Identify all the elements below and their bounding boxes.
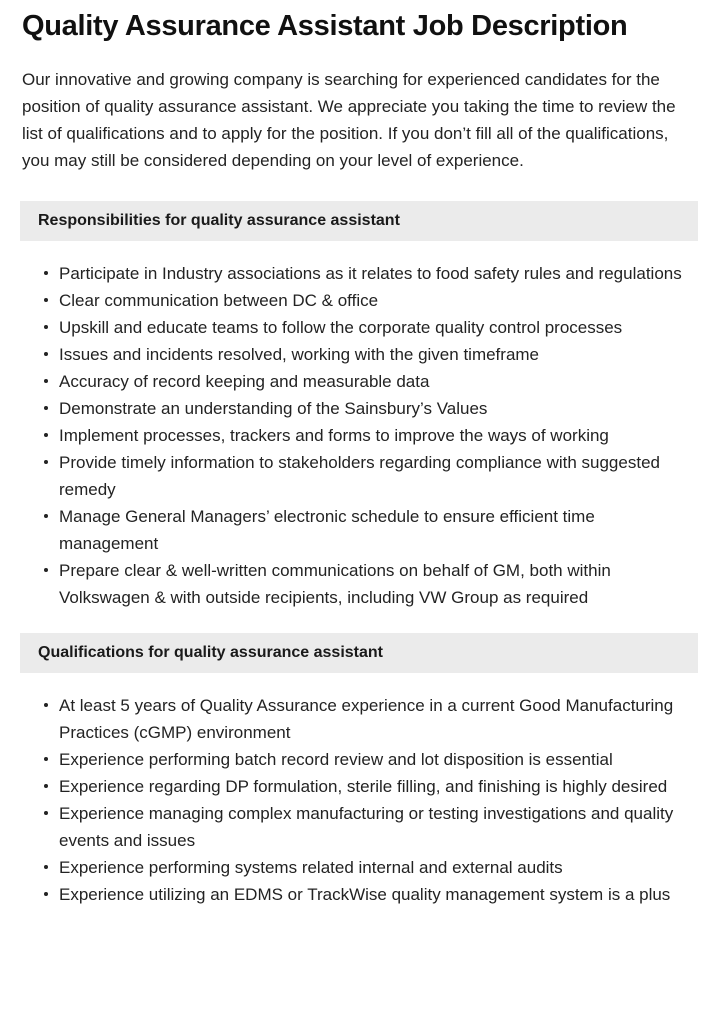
spacer [0, 241, 720, 260]
list-item [0, 341, 698, 368]
list-item-text: Experience performing systems related internal and external audits [59, 858, 563, 877]
list-item [0, 287, 698, 314]
bullet-icon [44, 892, 48, 896]
bullet-icon [44, 271, 48, 275]
list-item [0, 503, 698, 557]
bullet-icon [44, 325, 48, 329]
list-item [0, 773, 698, 800]
qualifications-list [0, 692, 720, 908]
list-item [0, 881, 698, 908]
list-item [0, 692, 698, 746]
list-item-text: Demonstrate an understanding of the Sainsbury’s Values [59, 399, 488, 418]
list-item-text: At least 5 years of Quality Assurance experience in a current Good Manufacturing Practices (cGMP) environment [59, 696, 674, 742]
list-item-text: Experience regarding DP formulation, sterile filling, and finishing is highly desired [59, 777, 668, 796]
bullet-icon [44, 784, 48, 788]
list-item-text: Accuracy of record keeping and measurable data [59, 372, 430, 391]
bullet-icon [44, 379, 48, 383]
list-item [0, 854, 698, 881]
list-item [0, 395, 698, 422]
list-item-text: Experience utilizing an EDMS or TrackWise quality management system is a plus [59, 885, 671, 904]
list-item-text: Participate in Industry associations as it relates to food safety rules and regulations [59, 264, 682, 283]
list-item [0, 314, 698, 341]
section-header-responsibilities [20, 201, 698, 241]
list-item [0, 746, 698, 773]
section-qualifications [0, 633, 720, 908]
bullet-icon [44, 433, 48, 437]
list-item-text: Upskill and educate teams to follow the corporate quality control processes [59, 318, 623, 337]
section-heading-label: Responsibilities for quality assurance assistant [38, 212, 400, 229]
bullet-icon [44, 298, 48, 302]
spacer [0, 611, 720, 633]
list-item-text: Issues and incidents resolved, working with the given timeframe [59, 345, 540, 364]
bullet-icon [44, 568, 48, 572]
list-item-text: Implement processes, trackers and forms to improve the ways of working [59, 426, 609, 445]
bullet-icon [44, 865, 48, 869]
section-responsibilities [0, 201, 720, 611]
bullet-icon [44, 514, 48, 518]
list-item [0, 422, 698, 449]
bullet-icon [44, 460, 48, 464]
list-item [0, 260, 698, 287]
list-item-text: Clear communication between DC & office [59, 291, 379, 310]
list-item [0, 368, 698, 395]
intro-paragraph: Our innovative and growing company is searching for experienced candidates for the position of quality assurance assistant. We appreciate you taking the time to review the list of qualifications and to apply for the position. If you don’t fill all of the qualifications, you may still be considered depending on your level of experience. [22, 70, 676, 170]
section-header-qualifications [20, 633, 698, 673]
list-item-text: Experience managing complex manufacturing or testing investigations and quality events and issues [59, 804, 674, 850]
list-item-text: Manage General Managers’ electronic schedule to ensure efficient time management [59, 507, 595, 553]
spacer [0, 174, 720, 201]
bullet-icon [44, 757, 48, 761]
list-item [0, 800, 698, 854]
bullet-icon [44, 703, 48, 707]
list-item [0, 449, 698, 503]
list-item-text: Experience performing batch record review and lot disposition is essential [59, 750, 613, 769]
bullet-icon [44, 352, 48, 356]
list-item-text: Prepare clear & well-written communications on behalf of GM, both within Volkswagen & with outside recipients, including VW Group as required [59, 561, 611, 607]
bullet-icon [44, 811, 48, 815]
spacer [0, 673, 720, 692]
page-title: Quality Assurance Assistant Job Description [22, 10, 628, 42]
list-item [0, 557, 698, 611]
list-item-text: Provide timely information to stakeholders regarding compliance with suggested remedy [59, 453, 660, 499]
responsibilities-list [0, 260, 720, 611]
section-heading-label: Qualifications for quality assurance assistant [38, 644, 383, 661]
bullet-icon [44, 406, 48, 410]
